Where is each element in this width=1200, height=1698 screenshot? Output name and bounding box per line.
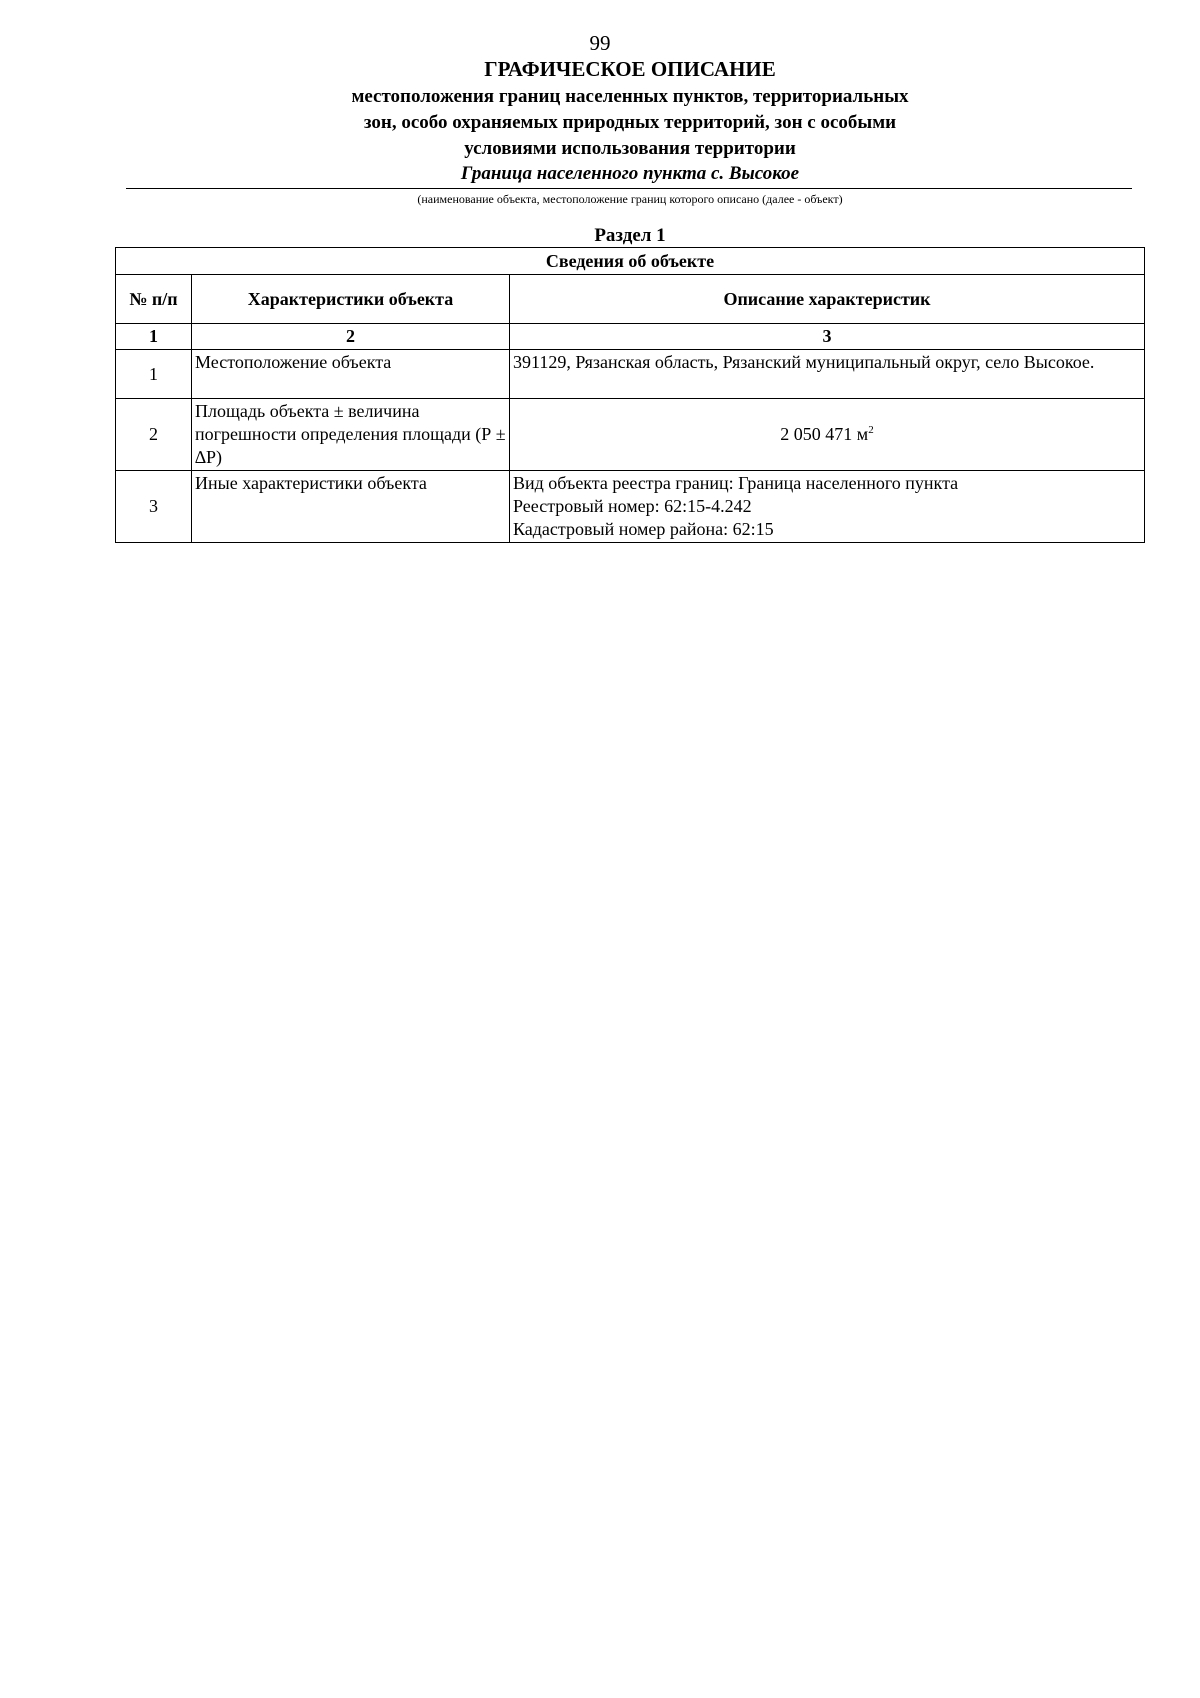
object-name-underline: [126, 188, 1132, 189]
table-row: [116, 399, 1145, 471]
header-num: № п/п: [116, 275, 192, 324]
header-characteristic: Характеристики объекта: [192, 275, 510, 324]
table-row: [116, 471, 1145, 543]
area-value: 2 050 471 м: [780, 424, 869, 444]
description-line: 391129, Рязанская область, Рязанский муниципальный округ, село Высокое.: [513, 352, 1095, 372]
column-index: 2: [192, 324, 510, 350]
row-description: [510, 399, 1145, 471]
row-characteristic: Иные характеристики объекта: [192, 471, 510, 543]
object-name-caption: (наименование объекта, местоположение границ которого описано (далее - объект): [417, 192, 843, 206]
object-info-table: [115, 247, 1145, 543]
row-characteristic: Местоположение объекта: [192, 350, 510, 399]
row-characteristic: Площадь объекта ± величина погрешности определения площади (Р ± ∆Р): [192, 399, 510, 471]
subtitle-line: местоположения границ населенных пунктов, территориальных: [351, 86, 909, 107]
table-caption-row: [116, 248, 1145, 275]
description-line: Реестровый номер: 62:15-4.242: [513, 496, 752, 516]
table-header-row: [116, 275, 1145, 324]
subtitle-line: условиями использования территории: [464, 138, 796, 159]
table-caption: Сведения об объекте: [116, 248, 1145, 275]
description-line: Вид объекта реестра границ: Граница населенного пункта: [513, 473, 959, 493]
description-line: Кадастровый номер района: 62:15: [513, 519, 774, 539]
subtitle-line: зон, особо охраняемых природных территорий, зон с особыми: [363, 112, 897, 133]
area-unit-superscript: 2: [868, 424, 874, 436]
column-index: 3: [510, 324, 1145, 350]
document-title: ГРАФИЧЕСКОЕ ОПИСАНИЕ: [484, 57, 776, 81]
table-index-row: [116, 324, 1145, 350]
section-title: Раздел 1: [594, 225, 666, 246]
row-num: 2: [116, 399, 192, 471]
row-num: 3: [116, 471, 192, 543]
column-index: 1: [116, 324, 192, 350]
object-name: Граница населенного пункта с. Высокое: [460, 163, 800, 184]
row-description: [510, 471, 1145, 543]
table-row: [116, 350, 1145, 399]
document-subtitle: [0, 84, 1200, 162]
row-description: [510, 350, 1145, 399]
row-num: 1: [116, 350, 192, 399]
page-number: 99: [589, 31, 611, 55]
header-description: Описание характеристик: [510, 275, 1145, 324]
